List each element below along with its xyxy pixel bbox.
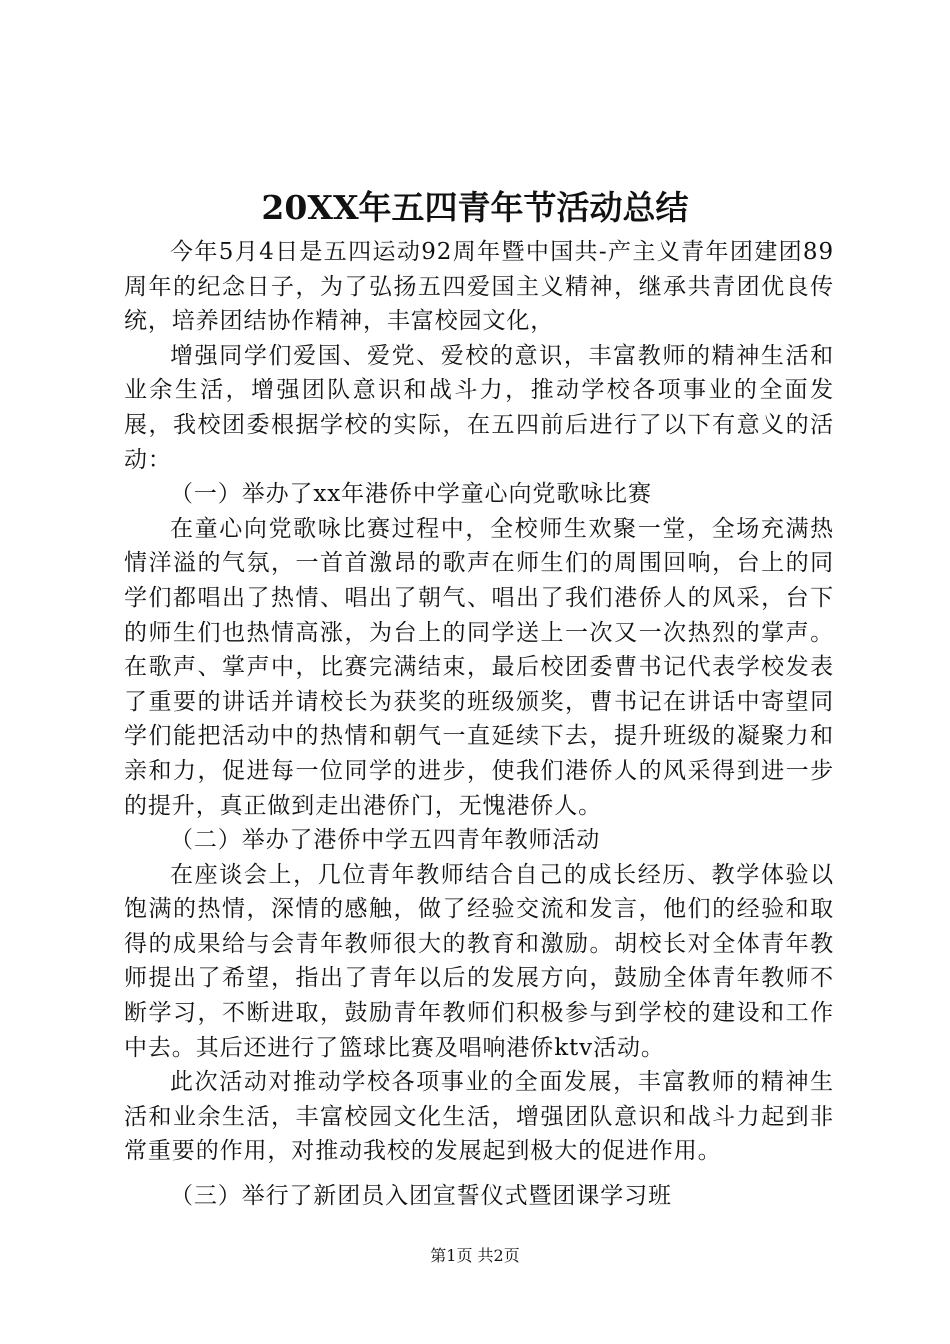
paragraph-section-2: 在座谈会上，几位青年教师结合自己的成长经历、教学体验以饱满的热情，深情的感触，做了经验交流和发言，他们的经验和取得的成果给与会青年教师很大的教育和激励。胡校长对全体青年教师提出了希望，指出了青年以后的发展方向，鼓励全体青年教师不断学习，不断进取，鼓励青年教师们积极参与到学校的建设和工作中去。其后还进行了篮球比赛及唱响港侨ktv活动。 [124, 861, 834, 1061]
document-body [124, 235, 834, 1214]
section-heading-3: （三）举行了新团员入团宣誓仪式暨团课学习班 [170, 1183, 672, 1210]
document-title: 20XX年五四青年节活动总结 [261, 188, 689, 227]
paragraph-summary: 此次活动对推动学校各项事业的全面发展，丰富教师的精神生活和业余生活，丰富校园文化生活，增强团队意识和战斗力起到非常重要的作用，对推动我校的发展起到极大的促进作用。 [124, 1069, 834, 1165]
paragraph-purpose: 增强同学们爱国、爱党、爱校的意识，丰富教师的精神生活和业余生活，增强团队意识和战斗力，推动学校各项事业的全面发展，我校团委根据学校的实际，在五四前后进行了以下有意义的活动： [124, 342, 834, 473]
page-footer: 第1页 共2页 [430, 1246, 520, 1265]
paragraph-section-1: 在童心向党歌咏比赛过程中，全校师生欢聚一堂，全场充满热情洋溢的气氛，一首首激昂的歌声在师生们的周围回响，台上的同学们都唱出了热情、唱出了朝气、唱出了我们港侨人的风采，台下的师生们也热情高涨，为台上的同学送上一次又一次热烈的掌声。在歌声、掌声中，比赛完满结束，最后校团委曹书记代表学校发表了重要的讲话并请校长为获奖的班级颁奖，曹书记在讲话中寄望同学们能把活动中的热情和朝气一直延续下去，提升班级的凝聚力和亲和力，促进每一位同学的进步，使我们港侨人的风采得到进一步的提升，真正做到走出港侨门，无愧港侨人。 [124, 515, 834, 819]
section-heading-1: （一）举办了xx年港侨中学童心向党歌咏比赛 [170, 481, 652, 508]
section-heading-2: （二）举办了港侨中学五四青年教师活动 [170, 827, 601, 854]
paragraph-intro: 今年5月4日是五四运动92周年暨中国共-产主义青年团建团89周年的纪念日子，为了弘扬五四爱国主义精神，继承共青团优良传统，培养团结协作精神，丰富校园文化， [124, 239, 834, 335]
